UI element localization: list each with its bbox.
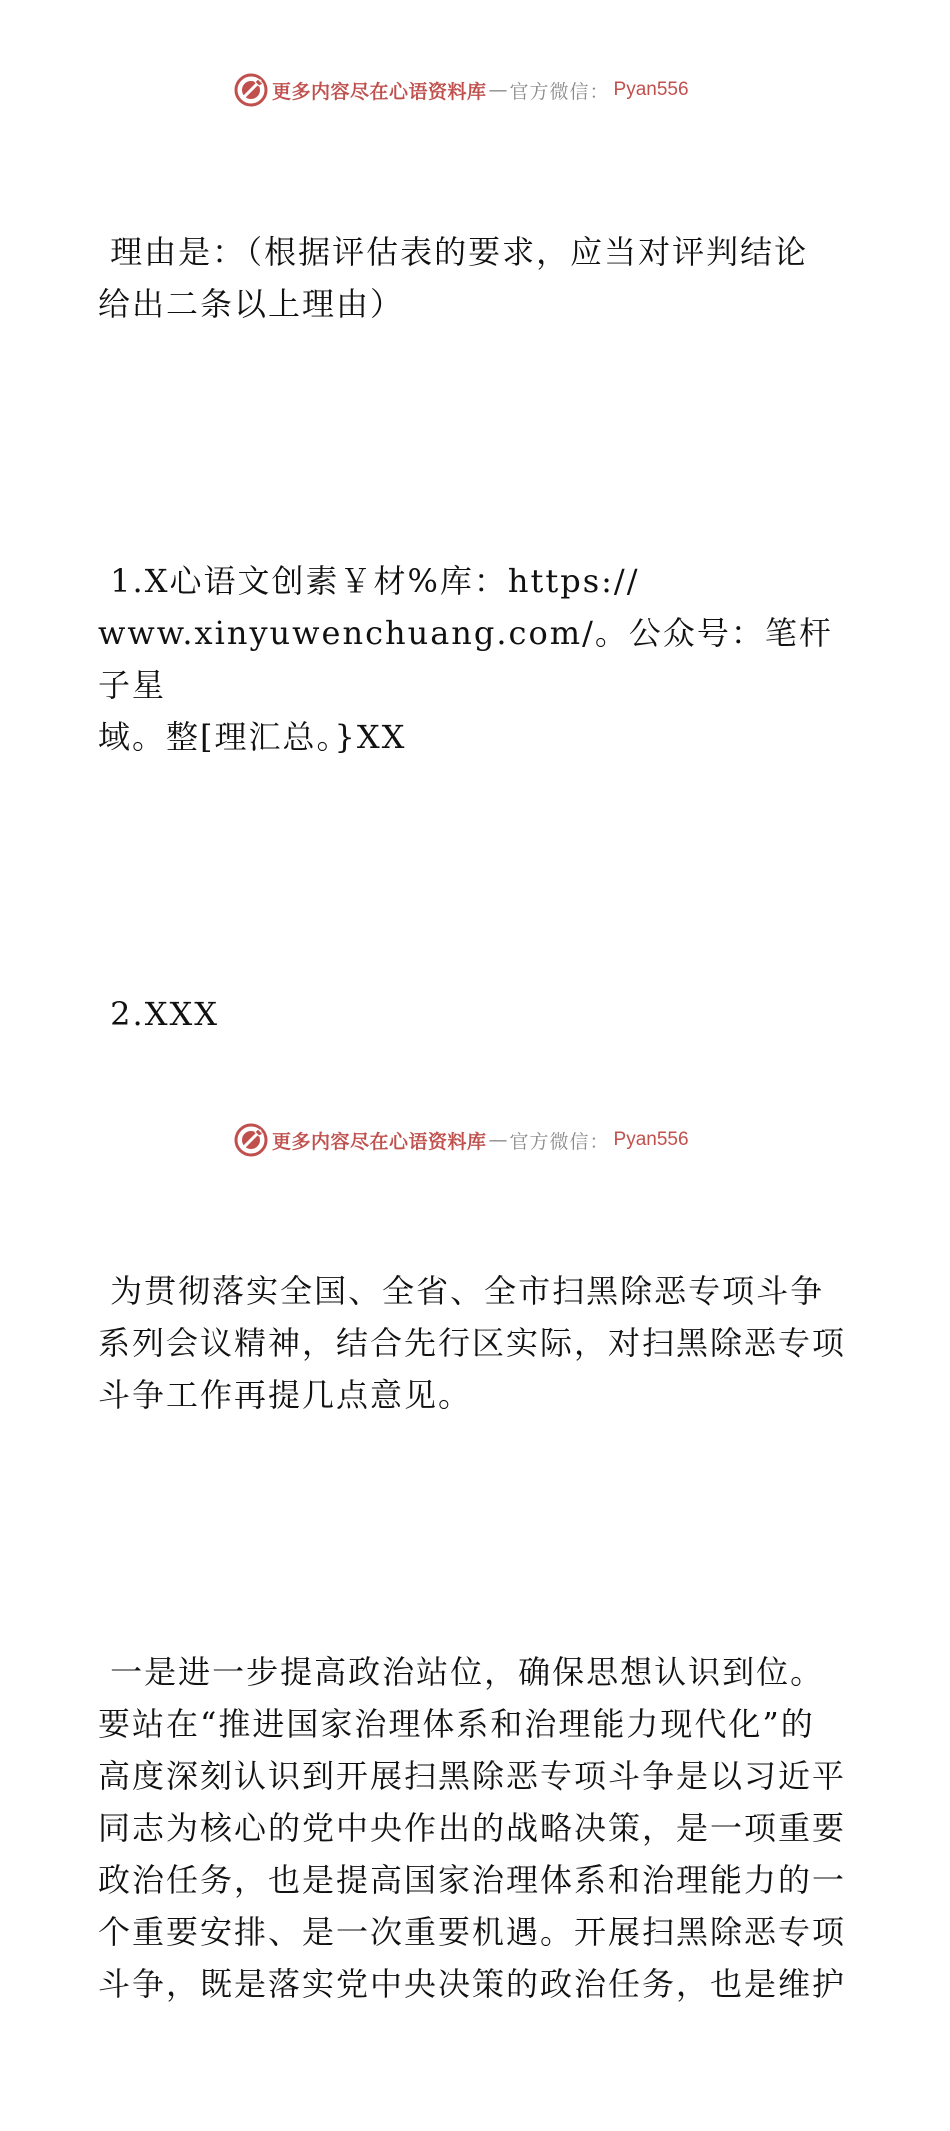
- item-one-paragraph: [98, 451, 858, 867]
- banner-dash: —: [488, 1129, 508, 1151]
- text-line: 为贯彻落实全国、全省、全市扫黑除恶专项斗争: [98, 1272, 825, 1310]
- text-line: 域。整[理汇总。}XX: [98, 718, 407, 756]
- text-line: 理由是：（根据评估表的要求，应当对评判结论: [98, 233, 809, 271]
- banner-slogan: 更多内容尽在心语资料库: [272, 80, 487, 103]
- reason-paragraph: [98, 122, 858, 434]
- text-line: 同志为核心的党中央作出的战略决策，是一项重要: [98, 1809, 847, 1847]
- intro-paragraph: [98, 1161, 858, 1525]
- footer-banner: [234, 1123, 689, 1157]
- text-line: 给出二条以上理由）: [98, 285, 405, 323]
- text-line: 系列会议精神，结合先行区实际，对扫黑除恶专项: [98, 1324, 847, 1362]
- banner-dash: —: [488, 79, 508, 101]
- text-line: 2.XXX: [98, 995, 220, 1033]
- text-line: 一是进一步提高政治站位，确保思想认识到位。: [98, 1653, 825, 1691]
- brand-logo-icon: [234, 1123, 268, 1157]
- header-banner: [234, 73, 689, 107]
- banner-wechat-label: 官方微信：: [509, 1130, 610, 1153]
- text-line: 斗争，既是落实党中央决策的政治任务，也是维护: [98, 1965, 847, 2003]
- text-line: 个重要安排、是一次重要机遇。开展扫黑除恶专项: [98, 1913, 847, 1951]
- brand-logo-icon: [234, 73, 268, 107]
- text-line: www.xinyuwenchuang.com/。公众号：笔杆子星: [98, 614, 833, 704]
- text-line: 斗争工作再提几点意见。: [98, 1376, 473, 1414]
- banner-wechat-id: Pyan556: [613, 1129, 689, 1150]
- text-line: 要站在“推进国家治理体系和治理能力现代化”的: [98, 1705, 815, 1743]
- point-one-paragraph: [98, 1542, 858, 2114]
- banner-slogan: 更多内容尽在心语资料库: [272, 1130, 487, 1153]
- item-two-paragraph: [98, 884, 858, 1144]
- text-line: 高度深刻认识到开展扫黑除恶专项斗争是以习近平: [98, 1757, 847, 1795]
- banner-wechat-label: 官方微信：: [509, 80, 610, 103]
- banner-wechat-id: Pyan556: [613, 79, 689, 100]
- text-line: 1.X心语文创素￥材%库：https://: [98, 562, 640, 600]
- text-line: 政治任务，也是提高国家治理体系和治理能力的一: [98, 1861, 847, 1899]
